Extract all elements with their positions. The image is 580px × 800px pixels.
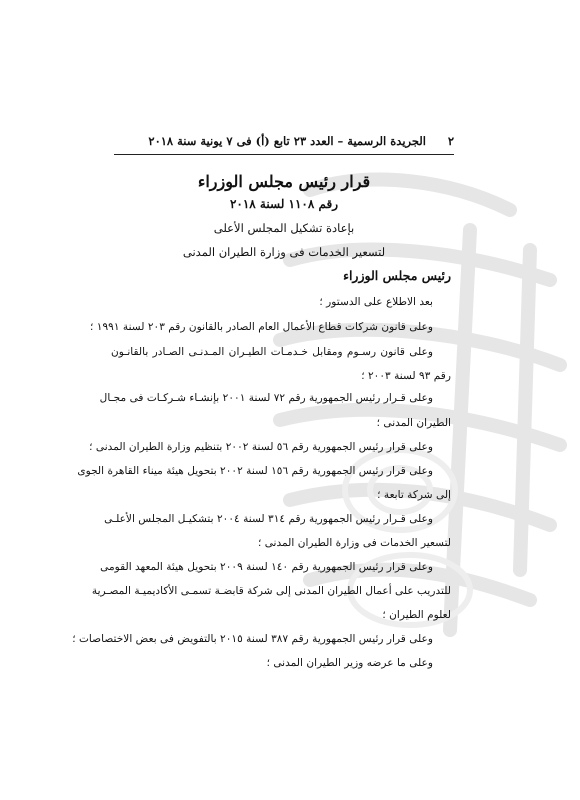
page-number: ٢ [447,134,454,148]
preamble-line: وعلى قرار رئيس الجمهورية رقم ٣٨٧ لسنة ٢٠١٥ بالتفويض فى بعض الاختصاصات ؛ [72,633,433,645]
preamble-line: إلى شركة تابعة ؛ [377,489,451,501]
preamble-line: رقم ٩٣ لسنة ٢٠٠٣ ؛ [361,370,451,382]
header-rule [114,154,454,155]
decree-title: قرار رئيس مجلس الوزراء [197,172,371,191]
decree-subject-line-2: لتسعير الخدمات فى وزارة الطيران المدنى [182,245,386,259]
decree-issuer: رئيس مجلس الوزراء [343,268,451,283]
preamble-line: للتدريب على أعمال الطيران المدنى إلى شركة قابضـة تسمـى الأكاديميـة المصـرية [91,585,451,597]
preamble-line: وعلى قانون شركات قطاع الأعمال العام الصادر بالقانون رقم ٢٠٣ لسنة ١٩٩١ ؛ [90,321,433,333]
preamble-line: وعلى قرار رئيس الجمهورية رقم ١٤٠ لسنة ٢٠٠٩ بتحويل هيئة المعهد القومى [100,561,433,573]
preamble-line: وعلى قرار رئيس الجمهورية رقم ٥٦ لسنة ٢٠٠٢ بتنظيم وزارة الطيران المدنى ؛ [89,441,433,453]
preamble-line: بعد الاطلاع على الدستور ؛ [319,296,433,308]
preamble-line: الطيران المدنى ؛ [376,417,451,429]
preamble-line: وعلى قانون رسـوم ومقابل خـدمـات الطيـران المـدنـى الصـادر بالقانـون [111,346,433,358]
decree-subject-line-1: بإعادة تشكيل المجلس الأعلى [213,221,355,235]
gazette-header [114,132,454,154]
preamble-line: وعلى قـرار رئيس الجمهورية رقم ٧٢ لسنة ٢٠٠١ بإنشـاء شـركـات فى مجـال [99,392,433,404]
gazette-issue-line: الجريدة الرسمية – العدد ٢٣ تابع (أ) فى ٧ يونية سنة ٢٠١٨ [148,134,426,148]
preamble-line: لتسعير الخدمات فى وزارة الطيران المدنى ؛ [257,537,451,549]
preamble-line: لعلوم الطيران ؛ [382,609,451,621]
preamble-line: وعلى قـرار رئيس الجمهورية رقم ٣١٤ لسنة ٢٠٠٤ بتشكيـل المجلس الأعلـى [104,513,433,525]
preamble-line: وعلى قرار رئيس الجمهورية رقم ١٥٦ لسنة ٢٠٠٢ بتحويل هيئة ميناء القاهرة الجوى [77,465,433,477]
preamble-line: وعلى ما عرضه وزير الطيران المدنى ؛ [266,657,433,669]
decree-number: رقم ١١٠٨ لسنة ٢٠١٨ [229,197,339,211]
